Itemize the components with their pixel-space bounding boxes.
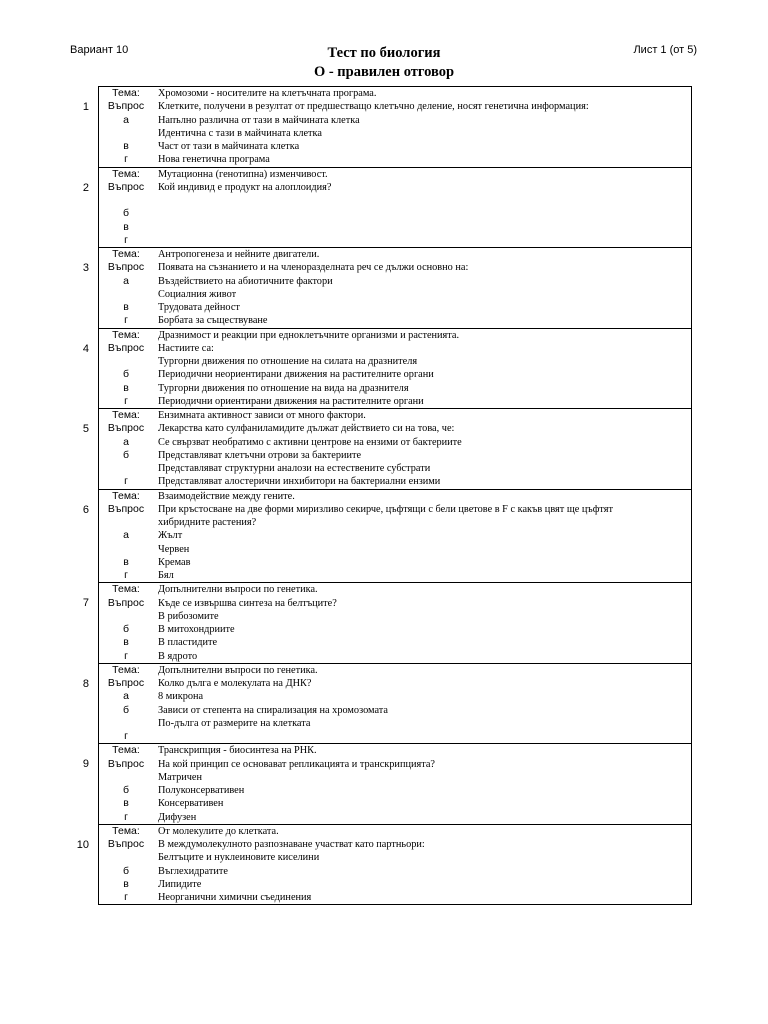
row-label: г xyxy=(124,314,128,327)
row-label: Тема: xyxy=(112,744,140,757)
topic-text: От молекулите до клетката. xyxy=(158,825,279,837)
row-label: Тема: xyxy=(112,328,140,341)
question-text: Кой индивид е продукт на алоплоидия? xyxy=(158,181,332,193)
row-label: Въпрос xyxy=(107,100,145,113)
answer-text: Представляват алостерични инхибитори на бактериални ензими xyxy=(158,476,441,488)
question-block xyxy=(82,87,691,167)
topic-row xyxy=(99,409,691,422)
question-number: 4 xyxy=(82,342,89,355)
answer-text: Нова генетична програма xyxy=(158,154,270,166)
answer-row xyxy=(99,516,691,529)
row-label: г xyxy=(124,891,128,903)
answer-text: В митохондриите xyxy=(158,624,235,635)
topic-row xyxy=(99,248,691,261)
answer-text: Липидите xyxy=(158,878,202,890)
questions-table xyxy=(76,86,692,905)
question-number: 2 xyxy=(82,181,89,194)
row-label: Въпрос xyxy=(107,596,145,609)
question-number: 9 xyxy=(82,758,89,771)
topic-row xyxy=(99,490,691,503)
row-label: г xyxy=(124,649,128,662)
row-label: б xyxy=(122,864,129,877)
question-text: В междумолекулното разпознаване участват като партньори: xyxy=(158,839,425,850)
answer-row xyxy=(99,449,691,462)
answer-row xyxy=(99,153,691,166)
answer-text: Дифузен xyxy=(158,811,197,823)
answer-row xyxy=(99,275,691,288)
question-row xyxy=(99,597,691,610)
answer-row xyxy=(99,851,691,864)
question-row xyxy=(99,261,691,274)
row-label: Тема: xyxy=(112,824,140,837)
row-label: Въпрос xyxy=(107,341,145,354)
row-label: б xyxy=(122,623,129,635)
answer-row xyxy=(99,221,691,234)
answer-text: Полуконсервативен xyxy=(158,785,245,796)
answer-row xyxy=(99,529,691,542)
answer-text: 8 микрона xyxy=(158,691,204,703)
topic-row xyxy=(99,744,691,757)
topic-text: Дразнимост и реакции при едноклетъчните организми и растенията. xyxy=(158,329,460,341)
row-label: Тема: xyxy=(112,87,140,99)
answer-text: Неорганични химични съединения xyxy=(158,892,312,903)
row-label: Въпрос xyxy=(107,757,145,770)
question-text: Лекарства като сулфаниламидите дължат действието си на това, че: xyxy=(158,423,455,435)
row-label: а xyxy=(123,690,129,703)
row-label: г xyxy=(124,810,128,823)
answer-row xyxy=(99,288,691,301)
question-block xyxy=(82,582,691,663)
question-row xyxy=(99,503,691,516)
topic-row xyxy=(99,825,691,838)
answer-row xyxy=(99,127,691,140)
topic-text: Допълнителни въпроси по генетика. xyxy=(158,664,318,676)
answer-row xyxy=(99,395,691,408)
row-label: Въпрос xyxy=(107,838,145,850)
row-label: в xyxy=(123,877,129,890)
question-number: 3 xyxy=(82,262,89,274)
answer-text: Кремав xyxy=(158,556,191,568)
row-label: в xyxy=(123,636,129,649)
row-label: г xyxy=(124,569,128,581)
topic-row xyxy=(99,87,691,100)
answer-row xyxy=(99,730,691,743)
answer-row xyxy=(99,569,691,582)
row-label: Тема: xyxy=(112,489,140,502)
answer-row xyxy=(99,610,691,623)
answer-row xyxy=(99,771,691,784)
answer-text: хибридните растения? xyxy=(158,517,257,528)
question-block xyxy=(82,167,691,248)
question-number: 6 xyxy=(82,503,89,516)
topic-text: Антропогенеза и нейните двигатели. xyxy=(158,249,320,260)
variant-label: Вариант 10 xyxy=(70,44,129,56)
topic-text: Ензимната активност зависи от много фактори. xyxy=(158,410,366,421)
answer-text: Социалния живот xyxy=(158,288,237,300)
answer-row xyxy=(99,475,691,488)
row-label: Тема: xyxy=(112,663,140,676)
answer-text: Тургорни движения по отношение на вида на дразнителя xyxy=(158,382,409,394)
answer-text: Червен xyxy=(158,543,190,555)
question-block xyxy=(82,328,691,409)
answer-row xyxy=(99,704,691,717)
question-number: 10 xyxy=(76,838,89,851)
question-text: На кой принцип се основават репликацията и транскрипцията? xyxy=(158,758,435,770)
topic-text: Мутационна (генотипна) изменчивост. xyxy=(158,168,328,180)
answer-row xyxy=(99,891,691,904)
answer-text: Въглехидратите xyxy=(158,865,228,877)
answer-text: В пластидите xyxy=(158,637,218,649)
question-block xyxy=(76,824,691,905)
row-label: в xyxy=(123,381,129,394)
topic-text: Взаимодействие между гените. xyxy=(158,490,295,502)
topic-text: Транскрипция - биосинтеза на РНК. xyxy=(158,745,317,757)
answer-row xyxy=(99,811,691,824)
question-text: Настиите са: xyxy=(158,342,214,354)
question-number: 5 xyxy=(82,423,89,435)
answer-text: Част от тази в майчината клетка xyxy=(158,141,300,152)
row-label: Тема: xyxy=(112,167,140,180)
row-label: г xyxy=(124,730,128,742)
answer-text: Въздействието на абиотичните фактори xyxy=(158,275,333,287)
answer-row xyxy=(99,207,691,220)
answer-row xyxy=(99,556,691,569)
question-row xyxy=(99,100,691,113)
answer-text: Периодични ориентирани движения на растителните органи xyxy=(158,395,424,407)
answer-row xyxy=(99,623,691,636)
row-label: Тема: xyxy=(112,583,140,596)
question-number: 1 xyxy=(82,101,89,113)
answer-text: В ядрото xyxy=(158,650,198,662)
answer-row xyxy=(99,114,691,127)
row-label: в xyxy=(123,140,129,152)
answer-text: Периодични неориентирани движения на растителните органи xyxy=(158,369,434,381)
row-label: б xyxy=(122,784,129,796)
answer-text: Тургорни движения по отношение на силата на дразнителя xyxy=(158,356,418,367)
row-label: г xyxy=(124,233,128,246)
answer-row xyxy=(99,650,691,663)
answer-text: Борбата за съществуване xyxy=(158,315,268,327)
row-label: г xyxy=(124,394,128,407)
answer-text: Представляват клетъчни отрови за бактериите xyxy=(158,449,362,461)
row-label: а xyxy=(123,435,129,448)
answer-row xyxy=(99,690,691,703)
question-block xyxy=(82,489,691,583)
answer-text: Представляват структурни аналози на естествените субстрати xyxy=(158,463,431,474)
row-label: б xyxy=(122,703,129,716)
answer-row xyxy=(99,797,691,810)
row-label: б xyxy=(122,368,129,381)
question-text: Колко дълга е молекулата на ДНК? xyxy=(158,678,312,689)
row-label: Въпрос xyxy=(107,422,145,435)
row-label: в xyxy=(123,220,129,233)
answer-row xyxy=(99,194,691,207)
topic-row xyxy=(99,329,691,342)
question-block xyxy=(82,743,691,824)
row-label: а xyxy=(123,274,129,287)
question-row xyxy=(99,422,691,435)
row-label: Въпрос xyxy=(107,502,145,515)
answer-text: Белтъците и нуклеиновите киселини xyxy=(158,852,320,864)
question-number: 8 xyxy=(82,677,89,690)
question-text: Къде се извършва синтеза на белтъците? xyxy=(158,597,337,609)
answer-text: Бял xyxy=(158,570,174,581)
row-label: г xyxy=(124,475,128,488)
answer-row xyxy=(99,636,691,649)
row-label: Тема: xyxy=(112,248,140,260)
question-block xyxy=(82,663,691,744)
answer-row xyxy=(99,301,691,314)
row-label: а xyxy=(123,113,129,126)
row-label: Въпрос xyxy=(107,677,145,689)
answer-row xyxy=(99,436,691,449)
answer-text: Напълно различна от тази в майчината клетка xyxy=(158,114,360,126)
answer-row xyxy=(99,382,691,395)
answer-row xyxy=(99,878,691,891)
row-label: а xyxy=(123,529,129,542)
topic-text: Хромозоми - носителите на клетъчната програма. xyxy=(158,88,377,99)
row-label: б xyxy=(122,448,129,461)
question-row xyxy=(99,181,691,194)
answer-text: Се свързват необратимо с активни центрове на ензими от бактериите xyxy=(158,436,462,448)
row-label: Въпрос xyxy=(107,180,145,193)
test-title: Тест по биология xyxy=(327,45,441,61)
answer-text: Жълт xyxy=(158,530,183,542)
answer-row xyxy=(99,865,691,878)
answer-legend: О - правилен отговор xyxy=(313,64,455,80)
answer-row xyxy=(99,234,691,247)
question-number: 7 xyxy=(82,597,89,610)
row-label: в xyxy=(123,301,129,313)
topic-row xyxy=(99,168,691,181)
question-text: Появата на съзнанието и на членоразделната реч се дължи основно на: xyxy=(158,262,469,274)
answer-row xyxy=(99,355,691,368)
question-block xyxy=(82,247,691,328)
question-text: Клетките, получени в резултат от предшестващо клетъчно деление, носят генетична информация: xyxy=(158,101,589,113)
row-label: Тема: xyxy=(112,409,140,421)
answer-text: Зависи от степента на спирализация на хромозомата xyxy=(158,704,388,716)
answer-text: Идентична с тази в майчината клетка xyxy=(158,127,322,139)
question-row xyxy=(99,677,691,690)
answer-text: Консервативен xyxy=(158,798,224,810)
answer-row xyxy=(99,784,691,797)
question-row xyxy=(99,758,691,771)
row-label: в xyxy=(123,797,129,810)
sheet-number: Лист 1 (от 5) xyxy=(633,44,697,56)
answer-row xyxy=(99,314,691,327)
answer-row xyxy=(99,368,691,381)
answer-row xyxy=(99,140,691,153)
topic-row xyxy=(99,583,691,596)
answer-row xyxy=(99,717,691,730)
answer-row xyxy=(99,462,691,475)
question-row xyxy=(99,342,691,355)
question-text: При кръстосване на две форми миризливо секирче, цъфтящи с бели цветове в F с какъв цвят ще цъфтят xyxy=(158,503,614,515)
row-label: Въпрос xyxy=(107,261,145,274)
answer-row xyxy=(99,543,691,556)
topic-row xyxy=(99,664,691,677)
row-label: б xyxy=(122,207,129,220)
question-block xyxy=(82,408,691,489)
answer-text: По-дълга от размерите на клетката xyxy=(158,717,311,729)
topic-text: Допълнителни въпроси по генетика. xyxy=(158,584,318,596)
question-row xyxy=(99,838,691,851)
row-label: г xyxy=(124,153,128,166)
answer-text: Матричен xyxy=(158,771,203,783)
row-label: в xyxy=(123,555,129,568)
answer-text: Трудовата дейност xyxy=(158,302,240,313)
answer-text: В рибозомите xyxy=(158,610,219,622)
